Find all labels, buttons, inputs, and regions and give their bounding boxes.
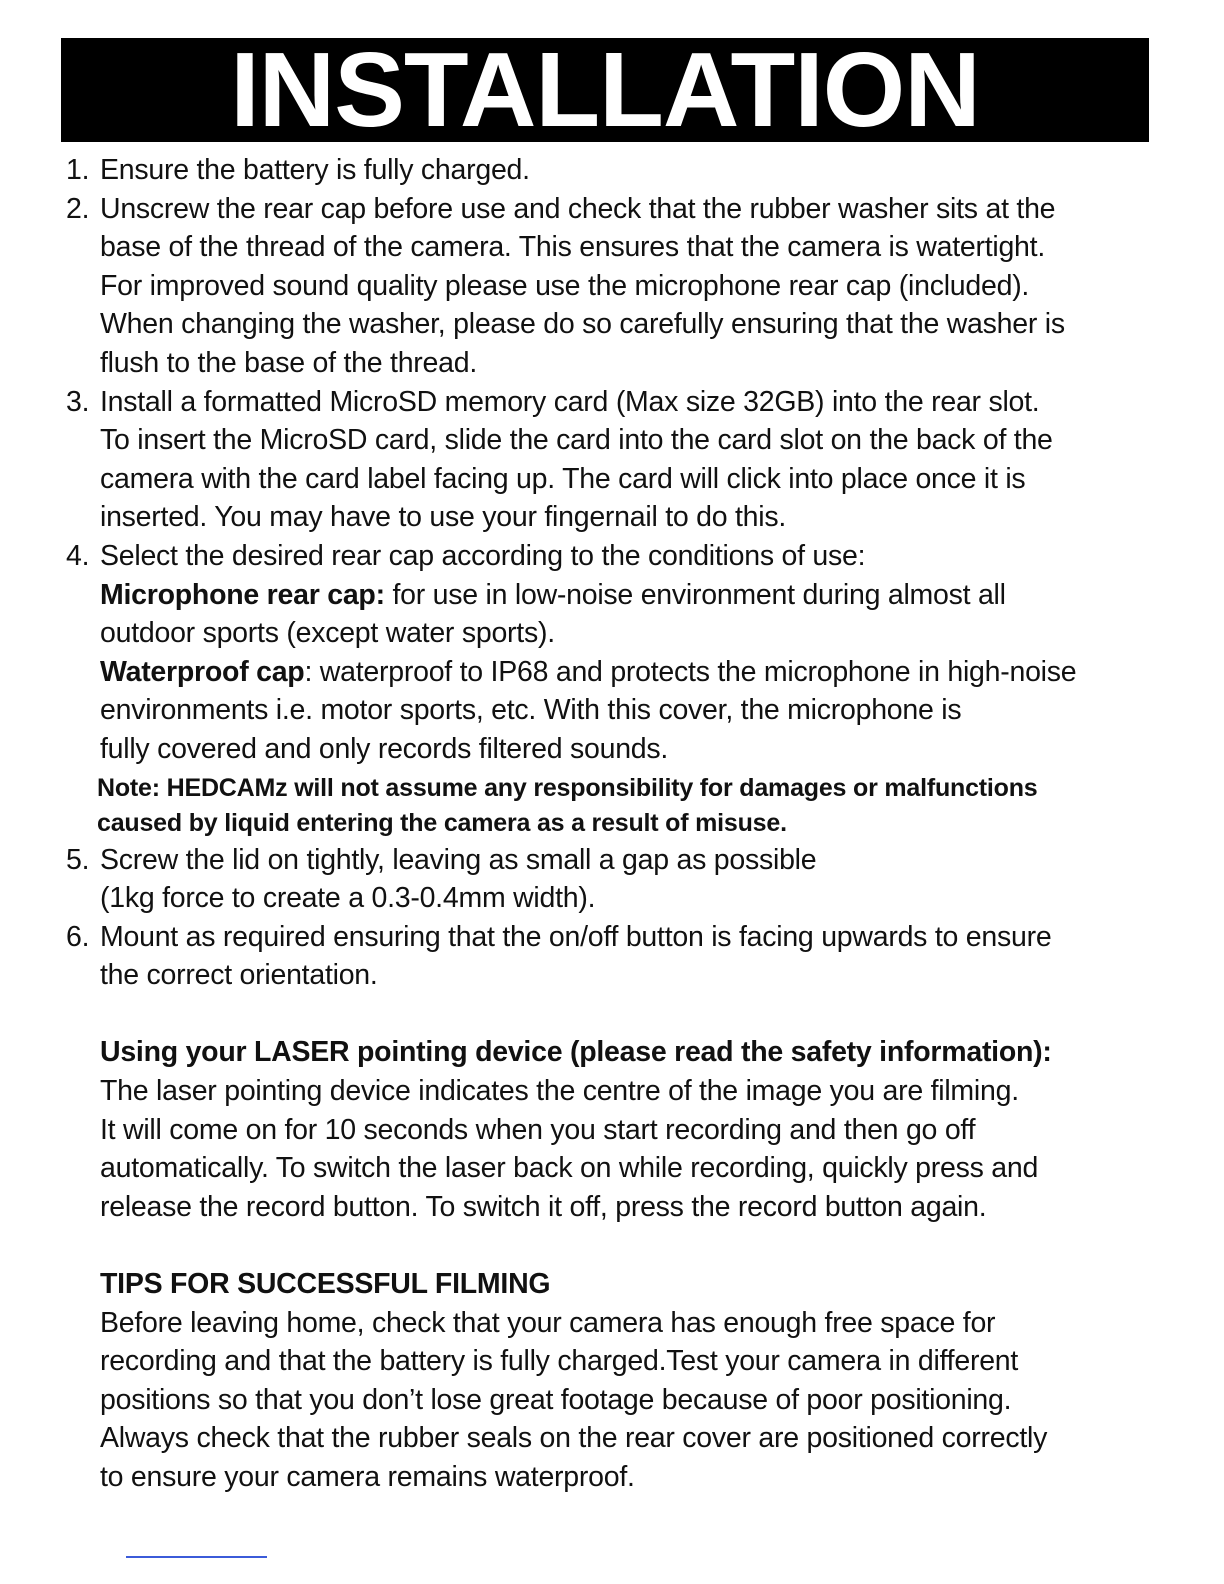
misuse-note — [97, 771, 1186, 841]
step-line: camera with the card label facing up. The card will click into place once it is — [100, 462, 1026, 495]
step-text — [100, 841, 1186, 918]
laser-line: release the record button. To switch it off, press the record button again. — [100, 1190, 987, 1223]
tips-line: Always check that the rubber seals on the rear cover are positioned correctly — [100, 1422, 1048, 1455]
laser-line: It will come on for 10 seconds when you start recording and then go off — [100, 1113, 976, 1146]
step-line: base of the thread of the camera. This ensures that the camera is watertight. — [100, 231, 1045, 264]
step-2 — [66, 190, 1186, 383]
step-3 — [66, 383, 1186, 537]
waterproof-cap-line — [100, 653, 1186, 692]
waterproof-cap-label: Waterproof cap — [100, 655, 305, 688]
step-line: Screw the lid on tightly, leaving as small a gap as possible — [100, 843, 817, 876]
step-6 — [66, 918, 1186, 995]
laser-line: The laser pointing device indicates the centre of the image you are filming. — [100, 1075, 1019, 1108]
microphone-cap-text-cont: outdoor sports (except water sports). — [100, 617, 555, 650]
waterproof-cap-text: : waterproof to IP68 and protects the microphone in high-noise — [304, 655, 1077, 688]
step-text — [100, 918, 1186, 995]
microphone-cap-line — [100, 576, 1186, 615]
step-line: flush to the base of the thread. — [100, 346, 478, 379]
laser-heading: Using your LASER pointing device (please read the safety information): — [100, 1036, 1052, 1069]
tips-heading: TIPS FOR SUCCESSFUL FILMING — [100, 1268, 551, 1301]
step-intro: Select the desired rear cap according to the conditions of use: — [100, 539, 866, 572]
step-line: For improved sound quality please use the microphone rear cap (included). — [100, 269, 1030, 302]
step-line: the correct orientation. — [100, 959, 378, 992]
microphone-cap-label: Microphone rear cap: — [100, 578, 385, 611]
step-4 — [66, 537, 1186, 769]
footer-divider — [126, 1556, 267, 1558]
note-line: caused by liquid entering the camera as a result of misuse. — [97, 808, 787, 837]
step-number: 6. — [66, 920, 90, 953]
step-number: 5. — [66, 843, 90, 876]
tips-line: to ensure your camera remains waterproof. — [100, 1461, 635, 1493]
microphone-cap-text: for use in low-noise environment during almost all — [384, 578, 1006, 611]
step-line: Unscrew the rear cap before use and check that the rubber washer sits at the — [100, 192, 1056, 225]
step-number: 3. — [66, 385, 90, 418]
step-text — [100, 190, 1186, 383]
step-line: To insert the MicroSD card, slide the card into the card slot on the back of the — [100, 424, 1053, 457]
note-line: Note: HEDCAMz will not assume any responsibility for damages or malfunctions — [97, 773, 1038, 802]
step-line: Install a formatted MicroSD memory card (Max size 32GB) into the rear slot. — [100, 385, 1040, 418]
tips-line: positions so that you don’t lose great footage because of poor positioning. — [100, 1383, 1012, 1416]
document-body — [66, 151, 1186, 1497]
step-1 — [66, 151, 1186, 190]
step-line: inserted. You may have to use your fingernail to do this. — [100, 501, 787, 534]
laser-section — [100, 1033, 1186, 1226]
step-text — [100, 537, 1186, 769]
step-5 — [66, 841, 1186, 918]
waterproof-cap-text-cont: environments i.e. motor sports, etc. With this cover, the microphone is — [100, 694, 962, 727]
tips-line: Before leaving home, check that your camera has enough free space for — [100, 1306, 996, 1339]
step-number: 1. — [66, 154, 90, 186]
step-text — [100, 383, 1186, 537]
step-line: Ensure the battery is fully charged. — [100, 154, 530, 186]
waterproof-cap-text-cont: fully covered and only records filtered sounds. — [100, 732, 669, 765]
section-spacer — [66, 995, 1186, 1034]
step-line: Mount as required ensuring that the on/off button is facing upwards to ensure — [100, 920, 1052, 953]
laser-line: automatically. To switch the laser back on while recording, quickly press and — [100, 1152, 1039, 1185]
step-number: 2. — [66, 192, 90, 225]
step-text — [100, 151, 1186, 190]
tips-section — [100, 1265, 1186, 1497]
step-line: When changing the washer, please do so carefully ensuring that the washer is — [100, 308, 1065, 341]
step-line: (1kg force to create a 0.3-0.4mm width). — [100, 882, 596, 915]
step-number: 4. — [66, 539, 90, 572]
title-banner — [61, 31, 1149, 149]
tips-line: recording and that the battery is fully charged.Test your camera in different — [100, 1345, 1019, 1378]
page-title: INSTALLATION — [230, 31, 980, 149]
section-spacer — [66, 1226, 1186, 1265]
